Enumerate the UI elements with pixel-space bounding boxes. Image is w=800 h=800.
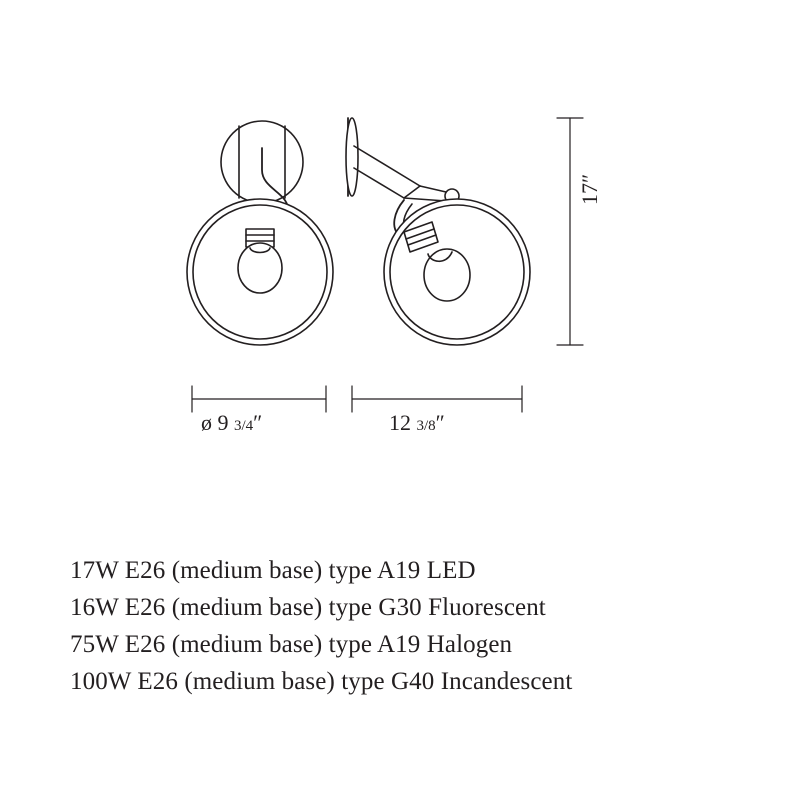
dim-side-unit: ″: [435, 410, 445, 435]
dimension-line-front-width: [192, 386, 326, 412]
spec-line-halogen: 75W E26 (medium base) type A19 Halogen: [70, 631, 513, 658]
dim-front-whole: 9: [217, 410, 229, 435]
dim-height-unit: ″: [577, 173, 602, 183]
dimension-line-height: [557, 118, 583, 345]
dim-front-unit: ″: [253, 410, 263, 435]
side-view-arm: [354, 146, 420, 198]
spec-line-incandescent: 100W E26 (medium base) type G40 Incandescent: [70, 668, 573, 695]
side-view-wall-plate-disc: [346, 118, 358, 196]
side-view-bulb: [424, 249, 470, 301]
side-view-arm-end: [404, 186, 420, 198]
dim-front-prefix: ø: [201, 410, 218, 435]
front-view-bulb: [238, 243, 282, 293]
dim-side-whole: 12: [389, 410, 411, 435]
spec-line-fluorescent: 16W E26 (medium base) type G30 Fluorescent: [70, 594, 546, 621]
dimension-label-side-width: [389, 410, 445, 436]
dim-front-fraction: 3/4: [234, 418, 254, 434]
dimension-label-height: [577, 174, 603, 205]
lamping-specification-list: [70, 552, 770, 700]
dim-height-whole: 17: [577, 183, 602, 205]
dim-side-fraction: 3/8: [416, 418, 436, 434]
dimension-label-front-width: [201, 410, 262, 436]
spec-line-led: 17W E26 (medium base) type A19 LED: [70, 557, 476, 584]
dimension-line-side-width: [352, 386, 522, 412]
